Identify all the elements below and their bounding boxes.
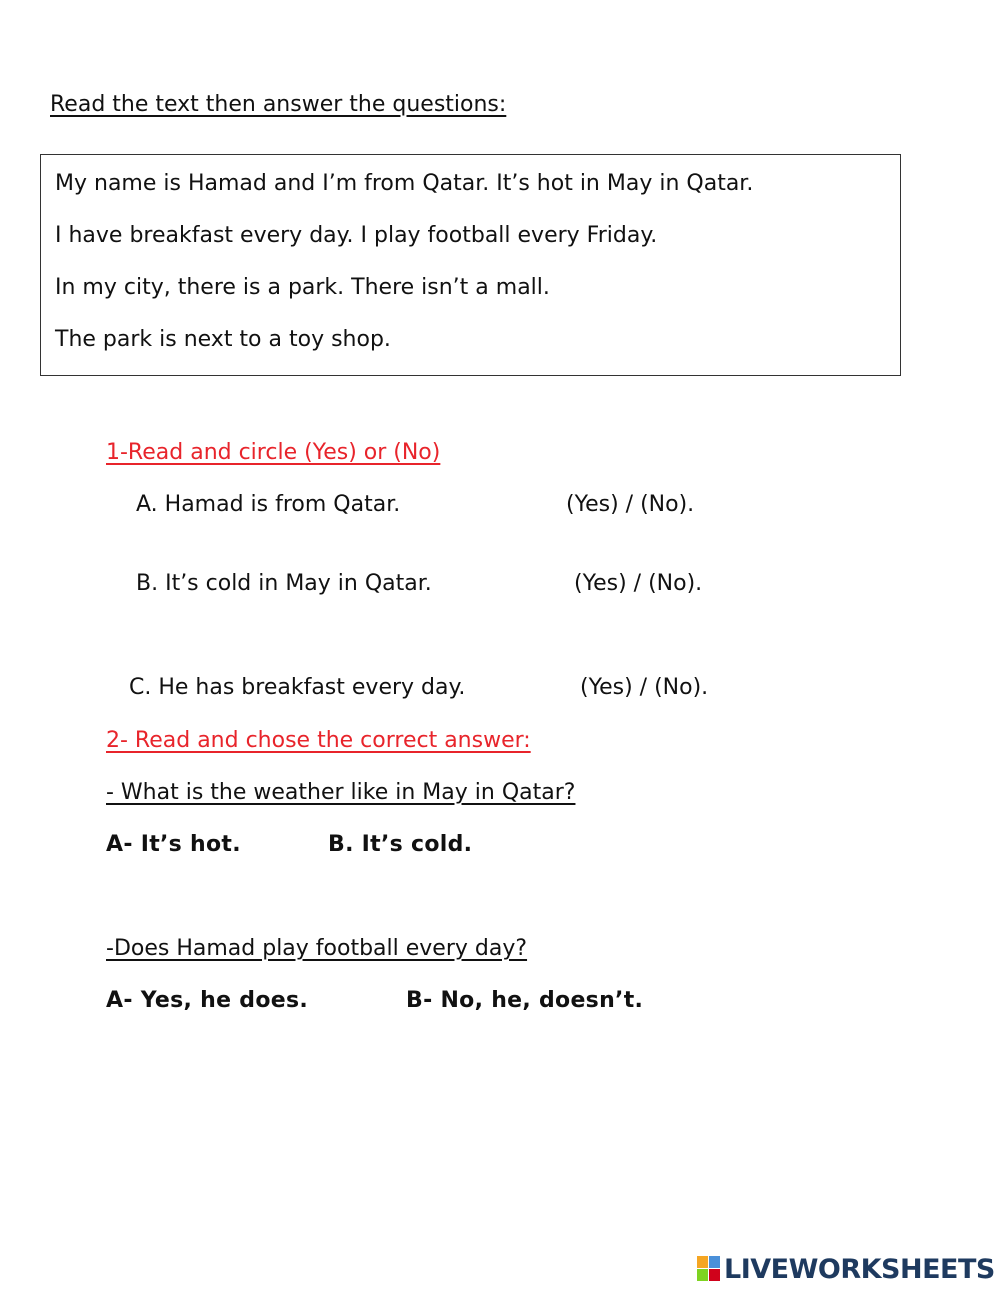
passage-line: In my city, there is a park. There isn’t a mall. [55,275,550,300]
q2-option-a[interactable]: A- Yes, he does. [106,988,309,1013]
q1-option-b[interactable]: B. It’s cold. [328,832,473,857]
section2-title: 2- Read and chose the correct answer: [106,728,531,753]
passage-line: The park is next to a toy shop. [55,327,391,352]
question-1: - What is the weather like in May in Qatar? [106,780,576,805]
yes-no-options-a[interactable]: (Yes) / (No). [566,492,695,517]
logo-text: LIVEWORKSHEETS [724,1253,995,1285]
statement-a: A. Hamad is from Qatar. [136,492,401,517]
section1-title: 1-Read and circle (Yes) or (No) [106,440,441,465]
question-2: -Does Hamad play football every day? [106,936,528,961]
logo-blocks-icon [697,1256,721,1282]
q2-option-b[interactable]: B- No, he, doesn’t. [406,988,644,1013]
q1-option-a[interactable]: A- It’s hot. [106,832,241,857]
yes-no-options-b[interactable]: (Yes) / (No). [574,571,703,596]
instructions-heading: Read the text then answer the questions: [50,92,507,117]
reading-passage-box [40,154,901,376]
passage-line: My name is Hamad and I’m from Qatar. It’s hot in May in Qatar. [55,171,754,196]
liveworksheets-logo [697,1254,995,1284]
statement-b: B. It’s cold in May in Qatar. [136,571,432,596]
yes-no-options-c[interactable]: (Yes) / (No). [580,675,709,700]
statement-c: C. He has breakfast every day. [129,675,466,700]
passage-line: I have breakfast every day. I play football every Friday. [55,223,658,248]
